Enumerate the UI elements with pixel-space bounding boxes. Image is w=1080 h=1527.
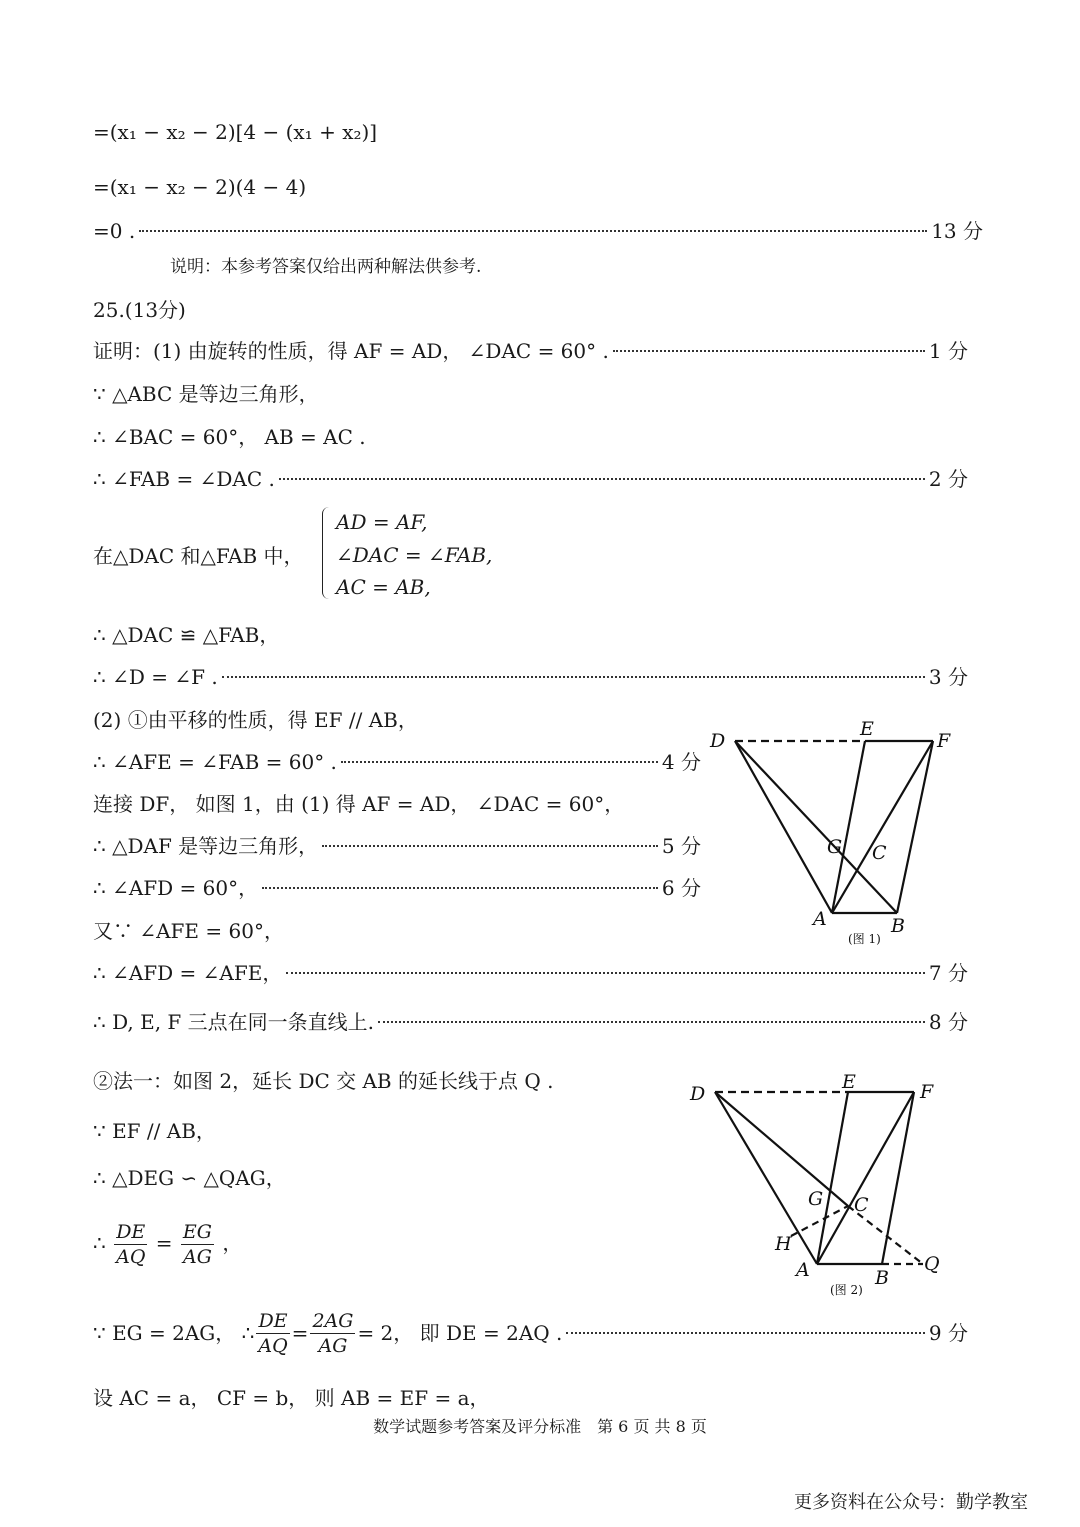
equals-sign: = bbox=[291, 1321, 309, 1345]
segment-dc bbox=[715, 1092, 848, 1206]
figure-1-caption: (图 1) bbox=[848, 932, 881, 946]
proof-line-11 bbox=[93, 832, 701, 860]
page-footer: 数学试题参考答案及评分标准 第 6 页 共 8 页 bbox=[373, 1417, 707, 1436]
score: 4 分 bbox=[661, 750, 701, 774]
line-text: ∴ ∠AFD = ∠AFE， bbox=[93, 961, 283, 985]
proof-line-21: 设 AC = a， CF = b， 则 AB = EF = a， bbox=[93, 1386, 490, 1410]
fraction-de-aq-2 bbox=[256, 1309, 289, 1358]
segment-dc bbox=[735, 741, 897, 913]
line-prefix: ∵ EG = 2AG， ∴ bbox=[93, 1321, 255, 1345]
dot-leader bbox=[566, 1332, 925, 1334]
numerator: 2AG bbox=[312, 1309, 354, 1332]
system-eq-1: AD = AF, bbox=[336, 510, 428, 534]
numerator: EG bbox=[182, 1221, 212, 1243]
proof-line-13: 又∵ ∠AFE = 60°， bbox=[93, 919, 284, 943]
fraction-2ag-ag bbox=[310, 1309, 355, 1358]
label-d: D bbox=[710, 730, 726, 752]
line-text: ∴ △DAF 是等边三角形， bbox=[93, 834, 319, 858]
dot-leader bbox=[378, 1021, 925, 1023]
label-g: G bbox=[808, 1188, 824, 1210]
figure-2 bbox=[680, 1068, 960, 1308]
proof-line-17: ∵ EF // AB， bbox=[93, 1119, 216, 1143]
line-text: 证明：(1) 由旋转的性质，得 AF = AD， ∠DAC = 60° . bbox=[93, 339, 609, 363]
numerator: DE bbox=[116, 1221, 146, 1243]
system-brace bbox=[322, 507, 329, 599]
fraction-eg-ag bbox=[181, 1220, 214, 1269]
dot-leader bbox=[341, 761, 658, 763]
segment-fb bbox=[897, 741, 933, 913]
label-c: C bbox=[872, 842, 887, 864]
segment-fb bbox=[882, 1092, 914, 1264]
label-q: Q bbox=[924, 1253, 940, 1275]
score: 9 分 bbox=[928, 1321, 968, 1345]
line-suffix: ， bbox=[222, 1231, 243, 1255]
label-g: G bbox=[827, 836, 843, 858]
equation-line-2: =(x₁ − x₂ − 2)(4 − 4) bbox=[93, 175, 307, 199]
score: 1 分 bbox=[928, 339, 968, 363]
proof-line-10: 连接 DF， 如图 1，由 (1) 得 AF = AD， ∠DAC = 60°， bbox=[93, 792, 625, 816]
proof-line-18: ∴ △DEG ∽ △QAG， bbox=[93, 1166, 286, 1190]
score: 3 分 bbox=[928, 665, 968, 689]
dot-leader bbox=[222, 676, 925, 678]
label-a: A bbox=[813, 908, 827, 930]
dot-leader bbox=[286, 972, 925, 974]
score: 6 分 bbox=[661, 876, 701, 900]
proof-line-16: ②法一：如图 2，延长 DC 交 AB 的延长线于点 Q . bbox=[93, 1069, 554, 1093]
dot-leader bbox=[279, 478, 925, 480]
line-text: ∴ ∠FAB = ∠DAC . bbox=[93, 467, 275, 491]
line-text: ∴ ∠D = ∠F . bbox=[93, 665, 218, 689]
dot-leader bbox=[322, 845, 658, 847]
figure-1 bbox=[700, 715, 970, 955]
label-e: E bbox=[860, 718, 874, 740]
denominator: AQ bbox=[116, 1246, 146, 1268]
proof-line-1 bbox=[93, 337, 968, 365]
denominator: AG bbox=[182, 1246, 212, 1268]
denominator: AG bbox=[318, 1334, 348, 1357]
equation-line-1: =(x₁ − x₂ − 2)[4 − (x₁ + x₂)] bbox=[93, 120, 378, 144]
proof-line-12 bbox=[93, 874, 701, 902]
figure-2-caption: (图 2) bbox=[830, 1283, 863, 1297]
dot-leader bbox=[262, 887, 658, 889]
proof-line-2: ∵ △ABC 是等边三角形， bbox=[93, 382, 319, 406]
proof-line-8: (2) ①由平移的性质，得 EF // AB， bbox=[93, 708, 418, 732]
numerator: DE bbox=[258, 1309, 288, 1332]
system-eq-2: ∠DAC = ∠FAB, bbox=[336, 543, 493, 567]
label-b: B bbox=[891, 915, 905, 937]
label-c: C bbox=[854, 1194, 869, 1216]
segment-da bbox=[715, 1092, 817, 1264]
proof-line-9 bbox=[93, 748, 701, 776]
label-f: F bbox=[937, 730, 951, 752]
equals-sign: = bbox=[155, 1231, 173, 1255]
equation-line-3 bbox=[93, 217, 983, 245]
label-e: E bbox=[842, 1071, 856, 1093]
line-prefix: ∴ bbox=[93, 1231, 106, 1255]
proof-line-3: ∴ ∠BAC = 60°， AB = AC . bbox=[93, 425, 366, 449]
label-f: F bbox=[920, 1081, 934, 1103]
line-text: =0 . bbox=[93, 219, 136, 243]
system-eq-3: AC = AB, bbox=[336, 575, 431, 599]
denominator: AQ bbox=[258, 1334, 288, 1357]
label-d: D bbox=[690, 1083, 706, 1105]
dot-leader bbox=[139, 230, 927, 232]
proof-line-15 bbox=[93, 1008, 968, 1036]
segment-hc bbox=[791, 1206, 848, 1236]
line-text: ∴ ∠AFD = 60°， bbox=[93, 876, 259, 900]
line-text: ∴ ∠AFE = ∠FAB = 60° . bbox=[93, 750, 337, 774]
score: 5 分 bbox=[661, 834, 701, 858]
line-text: = 2， 即 DE = 2AQ . bbox=[357, 1321, 563, 1345]
score: 7 分 bbox=[928, 961, 968, 985]
note: 说明：本参考答案仅给出两种解法供参考. bbox=[170, 257, 482, 277]
score: 2 分 bbox=[928, 467, 968, 491]
score: 13 分 bbox=[931, 219, 983, 243]
score: 8 分 bbox=[928, 1010, 968, 1034]
proof-line-4 bbox=[93, 465, 968, 493]
proof-line-5: 在△DAC 和△FAB 中， bbox=[93, 544, 304, 568]
proof-line-7 bbox=[93, 663, 968, 691]
line-text: ∴ D, E, F 三点在同一条直线上. bbox=[93, 1010, 375, 1034]
question-number: 25.(13分) bbox=[93, 298, 186, 322]
watermark: 更多资料在公众号：勤学教室 bbox=[794, 1492, 1028, 1513]
proof-line-19 bbox=[93, 1220, 242, 1269]
proof-line-20 bbox=[93, 1305, 968, 1361]
label-a: A bbox=[796, 1259, 810, 1281]
label-h: H bbox=[775, 1233, 792, 1255]
dot-leader bbox=[613, 350, 925, 352]
proof-line-14 bbox=[93, 959, 968, 987]
proof-line-6: ∴ △DAC ≌ △FAB， bbox=[93, 623, 280, 647]
fraction-de-aq bbox=[114, 1220, 147, 1269]
segment-ea bbox=[832, 741, 865, 913]
segment-fa bbox=[832, 741, 933, 913]
label-b: B bbox=[875, 1267, 889, 1289]
